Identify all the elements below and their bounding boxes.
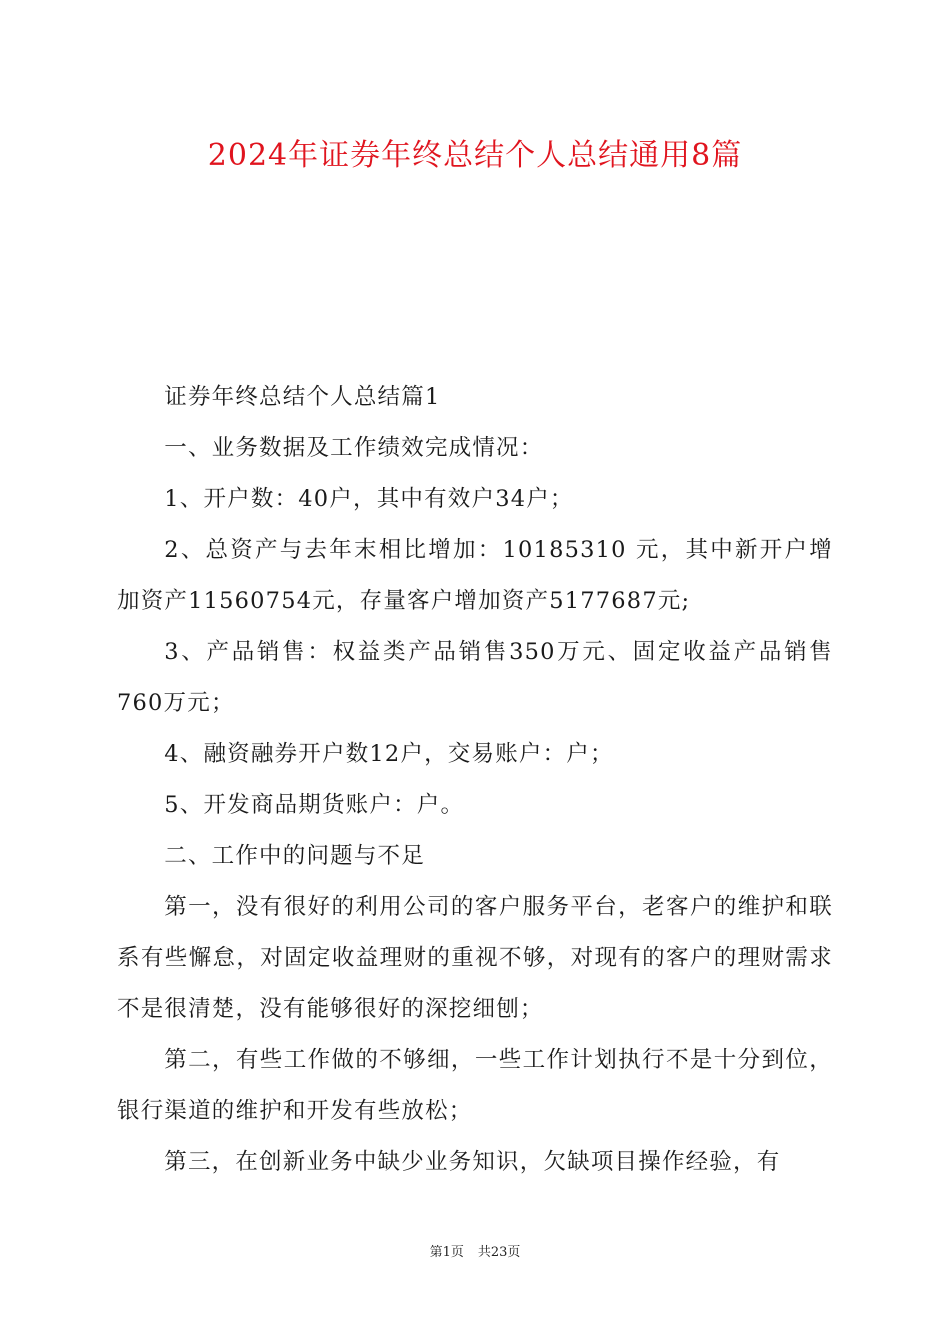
section-heading: 一、业务数据及工作绩效完成情况： (164, 435, 544, 461)
page-footer (0, 1243, 950, 1263)
document-body (117, 372, 833, 1188)
paragraph: 1、开户数：40户，其中有效户34户； (164, 486, 574, 512)
paragraph: 第三，在创新业务中缺少业务知识，欠缺项目操作经验，有 (164, 1149, 781, 1175)
section-heading: 证券年终总结个人总结篇1 (164, 384, 441, 410)
paragraph: 3、产品销售：权益类产品销售350万元、固定收益产品销售760万元； (117, 639, 833, 716)
document-title: 2024年证券年终总结个人总结通用8篇 (207, 138, 743, 173)
paragraph: 第一，没有很好的利用公司的客户服务平台，老客户的维护和联系有些懈怠，对固定收益理财的重视不够，对现有的客户的理财需求不是很清楚，没有能够很好的深挖细刨； (117, 894, 833, 1022)
paragraph: 4、融资融券开户数12户，交易账户：户； (164, 741, 614, 767)
paragraph: 第二，有些工作做的不够细，一些工作计划执行不是十分到位，银行渠道的维护和开发有些放松； (117, 1047, 833, 1124)
page-number: 第1页 (429, 1245, 464, 1260)
section-heading: 二、工作中的问题与不足 (164, 843, 425, 869)
page-total: 共23页 (477, 1245, 521, 1260)
paragraph: 5、开发商品期货账户：户。 (164, 792, 465, 818)
paragraph: 2、总资产与去年末相比增加：10185310 元，其中新开户增加资产11560754元，存量客户增加资产5177687元; (117, 537, 833, 614)
